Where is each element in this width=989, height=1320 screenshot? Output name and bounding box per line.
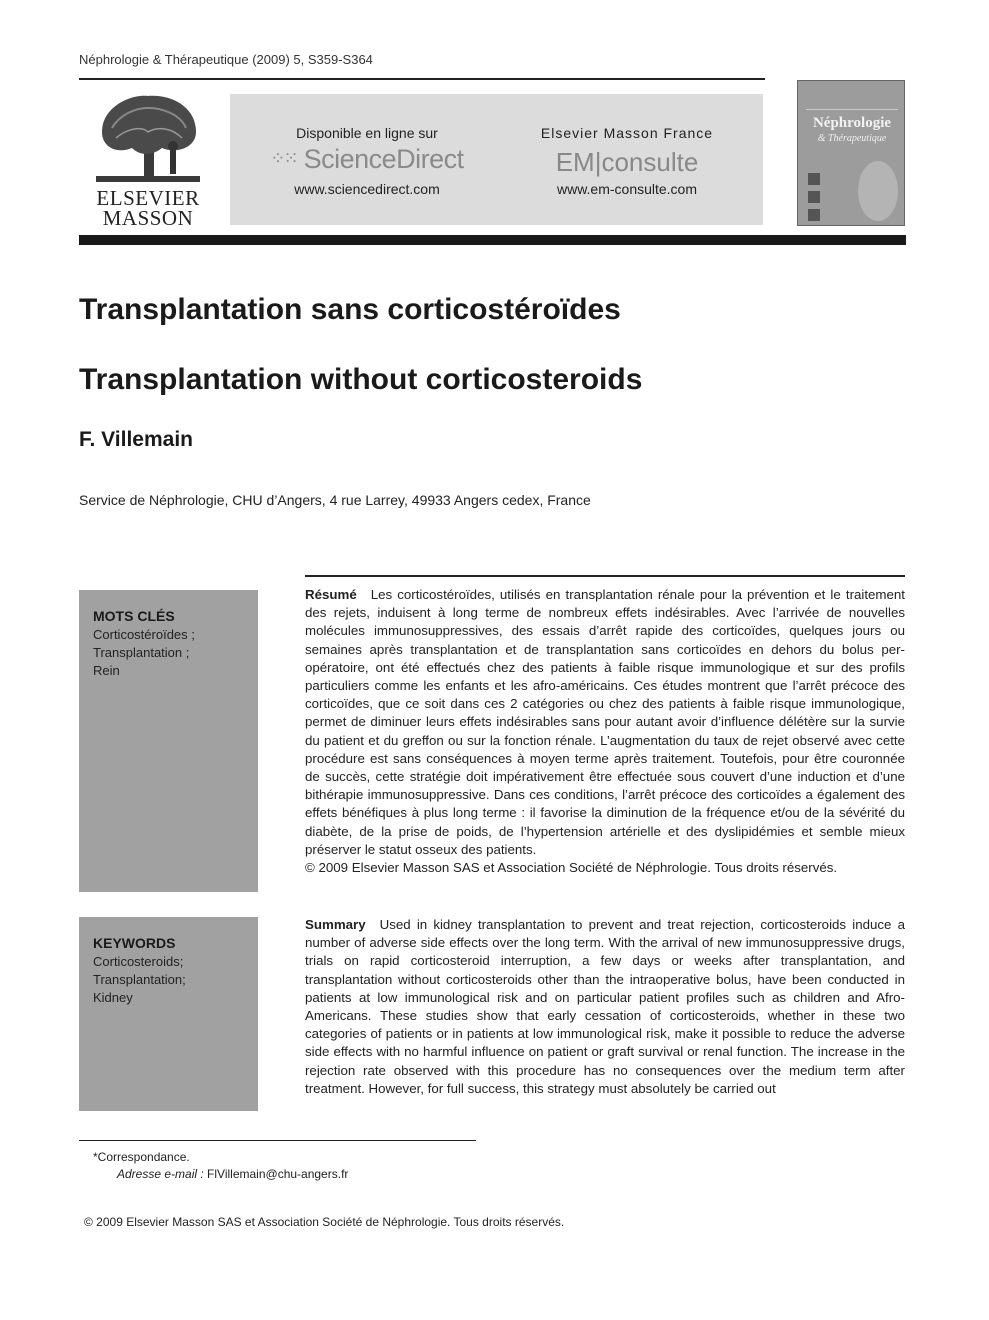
abstract-rule — [305, 575, 905, 577]
cover-icon-1 — [808, 173, 820, 185]
article-title-en: Transplantation without corticosteroids — [79, 363, 643, 396]
em-consulte-logo[interactable]: EM|consulte — [555, 147, 699, 177]
article-title-fr: Transplantation sans corticostéroïdes — [79, 293, 621, 326]
tree-emblem-icon — [92, 92, 204, 188]
footnote-rule — [79, 1140, 476, 1141]
footer-copyright: © 2009 Elsevier Masson SAS et Association Société de Néphrologie. Tous droits réservés. — [84, 1215, 565, 1229]
sciencedirect-heading: Disponible en ligne sur — [296, 125, 438, 141]
cover-icon-3 — [808, 209, 820, 221]
em-consulte-url-link[interactable]: www.em-consulte.com — [556, 181, 698, 197]
abstract-fr-text: Les corticostéroïdes, utilisés en transplantation rénale pour la prévention et le traitement des rejets, induisent à long terme de nombreux effets indésirables. Avec l’arrivée de nouvelles molécules immunosuppressives, des essais d’arrêt rapide des corticoïdes, quelques jours ou semaines après transplantation et de transplantation sans corticoïdes en dehors du bolus per-opératoire, ont été effectués chez des patients à faible risque immunologique et sur des profils particuliers comme les enfants et les afro-américains. Ces études montrent que l’arrêt précoce des corticoïdes, que ce soit dans ces 2 catégories ou chez des patients à faible risque immunologique, permet de diminuer leurs effets indésirables sans pour autant avoir d’influence délétère sur la survie du patient et du greffon ou sur la fonction rénale. L’augmentation du taux de rejet observé avec cette procédure est sans conséquences à moyen terme après traitement. Toutefois, pour être couronnée de succès, cette stratégie doit impérativement être effectuée sous couvert d’une induction et d’une bithérapie immunosuppressive. Dans ces conditions, l’arrêt précoce des corticoïdes a également des effets bénéfiques à plus long terme : il favorise la diminution de la fréquence et/ou de la sévérité du diabète, de la prise de poids, de l’hypertension artérielle et des dyslipidémies et semble mieux préserver le statut osseux des patients. — [305, 587, 905, 857]
logo-text-masson: MASSON — [102, 206, 194, 230]
keywords-heading-fr: MOTS CLÉS — [93, 608, 175, 624]
abstract-en-text: Used in kidney transplantation to prevent and treat rejection, corticosteroids induce a number of adverse side effects over the long term. With the arrival of new immunosuppressive drugs, trials on rapid corticosteroid interruption, a few days or weeks after transplantation, and transplantation without corticosteroids other than the intraoperative bolus, have been conducted in patients at low immunological risk and on particular patient profiles such as children and Afro-Americans. These studies show that early cessation of corticosteroids, whether in these two categories of patients or in patients at low immunological risk, make it possible to reduce the adverse side effects with no harmful influence on patient or graft survival or renal function. The increase in the rejection rate observed with this procedure has no consequences over the medium term after treatment. However, for full success, this strategy must absolutely be carried out — [305, 917, 905, 1096]
elsevier-masson-logo — [92, 92, 204, 228]
keyword-item: Corticosteroids; — [93, 954, 184, 969]
cover-header — [806, 89, 898, 110]
author-name: F. Villemain — [79, 428, 193, 451]
abstract-fr-label: Résumé — [305, 587, 357, 602]
cover-title: Néphrologie — [812, 115, 892, 131]
abstract-en-label: Summary — [305, 917, 366, 932]
footnote-email-line — [117, 1167, 348, 1181]
keywords-box-en — [79, 917, 258, 1111]
keywords-box-fr — [79, 590, 258, 892]
keywords-heading-en: KEYWORDS — [93, 935, 176, 951]
footnote-email-link[interactable]: FlVillemain@chu-angers.fr — [207, 1167, 349, 1181]
header-thick-rule — [79, 235, 906, 245]
availability-banner — [230, 94, 763, 225]
sciencedirect-dots-icon: ⁘⁙ — [270, 148, 297, 168]
sciencedirect-url-link[interactable]: www.sciencedirect.com — [294, 181, 440, 197]
abstract-fr-copyright: © 2009 Elsevier Masson SAS et Association Société de Néphrologie. Tous droits réservés. — [305, 860, 838, 876]
keyword-item: Corticostéroïdes ; — [93, 627, 195, 642]
header-rule — [79, 78, 765, 80]
journal-citation: Néphrologie & Thérapeutique (2009) 5, S359-S364 — [79, 52, 373, 67]
logo-text-elsevier: ELSEVIER — [96, 186, 200, 210]
footnote-correspondence: *Correspondance. — [93, 1150, 190, 1164]
keyword-item: Transplantation ; — [93, 645, 190, 660]
footnote-email-label: Adresse e-mail : — [117, 1167, 204, 1181]
keyword-item: Rein — [93, 663, 120, 678]
cover-icon-2 — [808, 191, 820, 203]
sciencedirect-logo[interactable] — [242, 144, 492, 175]
cover-subtitle: & Thérapeutique — [817, 133, 887, 144]
journal-cover-thumbnail — [797, 80, 905, 226]
abstract-fr — [305, 586, 905, 877]
abstract-en — [305, 916, 905, 1120]
author-affiliation: Service de Néphrologie, CHU d’Angers, 4 rue Larrey, 49933 Angers cedex, France — [79, 492, 591, 508]
em-consulte-heading: Elsevier Masson France — [540, 125, 714, 141]
keyword-item: Transplantation; — [93, 972, 186, 987]
sciencedirect-brand: ScienceDirect — [303, 144, 464, 174]
keyword-item: Kidney — [93, 990, 133, 1005]
cover-illustration — [858, 161, 898, 221]
